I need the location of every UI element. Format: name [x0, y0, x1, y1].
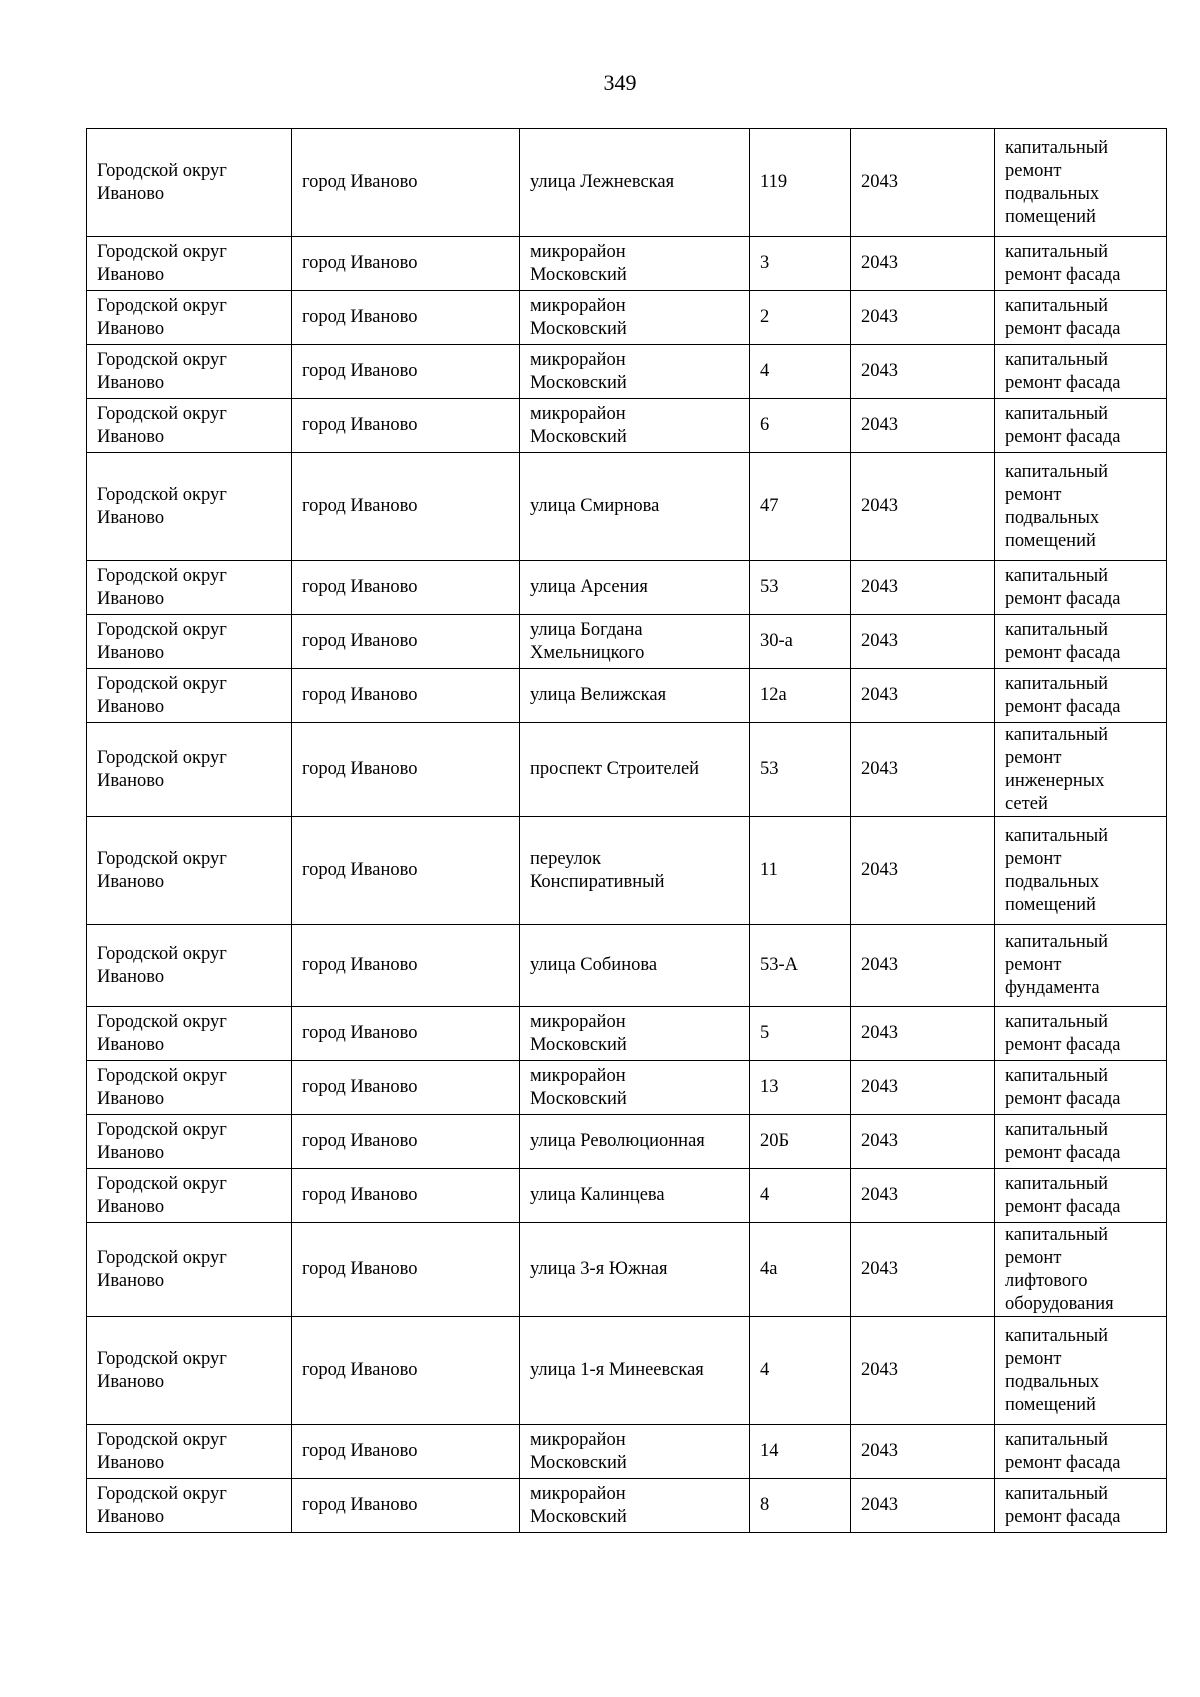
- street-cell: [520, 615, 750, 669]
- district-cell: [87, 1317, 292, 1425]
- district-cell-line: Городской округ: [97, 673, 227, 694]
- house-number-cell: 47: [750, 453, 851, 561]
- street-cell-line: улица Богдана: [530, 619, 643, 640]
- district-cell-line: Городской округ: [97, 1348, 227, 1369]
- street-cell-line: микрорайон: [530, 403, 626, 424]
- street-cell-line: Московский: [530, 1506, 627, 1527]
- district-cell-line: Городской округ: [97, 1065, 227, 1086]
- district-cell-line: Городской округ: [97, 1119, 227, 1140]
- work-type-cell-line: подвальных: [1005, 507, 1100, 528]
- house-number-cell: 11: [750, 817, 851, 925]
- work-type-cell-line: капитальный: [1005, 1483, 1109, 1504]
- district-cell: [87, 1115, 292, 1169]
- city-cell: город Иваново: [292, 1317, 520, 1425]
- street-cell-line: Московский: [530, 1452, 627, 1473]
- house-number-cell: 4: [750, 1169, 851, 1223]
- district-cell-line: Городской округ: [97, 160, 227, 181]
- district-cell-line: Городской округ: [97, 295, 227, 316]
- district-cell-line: Городской округ: [97, 1247, 227, 1268]
- work-type-cell-line: помещений: [1005, 894, 1096, 915]
- house-number-cell: 30-а: [750, 615, 851, 669]
- work-type-cell: [995, 723, 1167, 817]
- records-table: [86, 128, 1167, 1533]
- table-row: [87, 723, 1167, 817]
- street-cell-line: переулок: [530, 848, 602, 869]
- city-cell: город Иваново: [292, 925, 520, 1007]
- table-row: [87, 453, 1167, 561]
- street-cell-line: улица Собинова: [530, 955, 658, 975]
- year-cell: 2043: [851, 345, 995, 399]
- city-cell: город Иваново: [292, 1479, 520, 1533]
- district-cell-line: Городской округ: [97, 1429, 227, 1450]
- year-cell: 2043: [851, 237, 995, 291]
- district-cell: [87, 723, 292, 817]
- district-cell-line: Иваново: [97, 1270, 165, 1291]
- city-cell: город Иваново: [292, 669, 520, 723]
- street-cell: [520, 1007, 750, 1061]
- table-row: [87, 1317, 1167, 1425]
- street-cell-line: Московский: [530, 264, 627, 285]
- table-row: [87, 129, 1167, 237]
- table-row: [87, 1061, 1167, 1115]
- street-cell: [520, 1223, 750, 1317]
- street-cell: [520, 129, 750, 237]
- street-cell: [520, 1115, 750, 1169]
- work-type-cell-line: ремонт: [1005, 848, 1062, 869]
- district-cell-line: Городской округ: [97, 1173, 227, 1194]
- work-type-cell-line: капитальный: [1005, 825, 1109, 846]
- year-cell: 2043: [851, 399, 995, 453]
- work-type-cell-line: капитальный: [1005, 403, 1109, 424]
- district-cell: [87, 561, 292, 615]
- city-cell: город Иваново: [292, 615, 520, 669]
- work-type-cell-line: ремонт: [1005, 747, 1062, 768]
- table-row: [87, 615, 1167, 669]
- table-row: [87, 1115, 1167, 1169]
- city-cell: город Иваново: [292, 1169, 520, 1223]
- street-cell-line: улица Смирнова: [530, 496, 660, 516]
- table-row: [87, 1007, 1167, 1061]
- city-cell: город Иваново: [292, 345, 520, 399]
- district-cell-line: Городской округ: [97, 403, 227, 424]
- district-cell: [87, 1425, 292, 1479]
- work-type-cell-line: капитальный: [1005, 565, 1109, 586]
- city-cell: город Иваново: [292, 399, 520, 453]
- street-cell: [520, 453, 750, 561]
- work-type-cell-line: капитальный: [1005, 1011, 1109, 1032]
- year-cell: 2043: [851, 817, 995, 925]
- district-cell: [87, 129, 292, 237]
- district-cell-line: Иваново: [97, 966, 165, 987]
- street-cell-line: улица Калинцева: [530, 1185, 665, 1205]
- table-row: [87, 1169, 1167, 1223]
- work-type-cell-line: ремонт фасада: [1005, 426, 1121, 447]
- city-cell: город Иваново: [292, 129, 520, 237]
- district-cell-line: Городской округ: [97, 349, 227, 370]
- work-type-cell-line: ремонт фасада: [1005, 696, 1121, 717]
- table-row: [87, 669, 1167, 723]
- street-cell-line: Московский: [530, 426, 627, 447]
- year-cell: 2043: [851, 453, 995, 561]
- year-cell: 2043: [851, 1317, 995, 1425]
- district-cell-line: Иваново: [97, 426, 165, 447]
- work-type-cell-line: ремонт: [1005, 1348, 1062, 1369]
- district-cell-line: Иваново: [97, 696, 165, 717]
- street-cell: [520, 1169, 750, 1223]
- street-cell: [520, 1479, 750, 1533]
- work-type-cell-line: подвальных: [1005, 1371, 1100, 1392]
- district-cell-line: Иваново: [97, 770, 165, 791]
- work-type-cell-line: подвальных: [1005, 183, 1100, 204]
- work-type-cell-line: ремонт фасада: [1005, 1142, 1121, 1163]
- year-cell: 2043: [851, 291, 995, 345]
- work-type-cell-line: капитальный: [1005, 1429, 1109, 1450]
- district-cell-line: Городской округ: [97, 484, 227, 505]
- work-type-cell: [995, 817, 1167, 925]
- house-number-cell: 20Б: [750, 1115, 851, 1169]
- table-row: [87, 291, 1167, 345]
- house-number-cell: 53: [750, 561, 851, 615]
- work-type-cell-line: капитальный: [1005, 673, 1109, 694]
- table-row: [87, 345, 1167, 399]
- district-cell: [87, 399, 292, 453]
- district-cell-line: Городской округ: [97, 1011, 227, 1032]
- work-type-cell: [995, 669, 1167, 723]
- work-type-cell-line: лифтового: [1005, 1270, 1088, 1291]
- house-number-cell: 2: [750, 291, 851, 345]
- work-type-cell-line: капитальный: [1005, 932, 1109, 952]
- work-type-cell-line: ремонт: [1005, 1247, 1062, 1268]
- work-type-cell-line: сетей: [1005, 793, 1048, 814]
- work-type-cell: [995, 1169, 1167, 1223]
- work-type-cell-line: капитальный: [1005, 1325, 1109, 1346]
- street-cell: [520, 291, 750, 345]
- district-cell: [87, 345, 292, 399]
- street-cell: [520, 345, 750, 399]
- year-cell: 2043: [851, 561, 995, 615]
- street-cell: [520, 925, 750, 1007]
- work-type-cell-line: капитальный: [1005, 137, 1109, 158]
- work-type-cell-line: ремонт: [1005, 160, 1062, 181]
- street-cell: [520, 817, 750, 925]
- district-cell: [87, 1169, 292, 1223]
- street-cell-line: Московский: [530, 318, 627, 339]
- district-cell: [87, 1479, 292, 1533]
- city-cell: город Иваново: [292, 237, 520, 291]
- work-type-cell-line: капитальный: [1005, 1119, 1109, 1140]
- district-cell-line: Иваново: [97, 1088, 165, 1109]
- district-cell-line: Иваново: [97, 1034, 165, 1055]
- work-type-cell: [995, 1425, 1167, 1479]
- year-cell: 2043: [851, 925, 995, 1007]
- house-number-cell: 13: [750, 1061, 851, 1115]
- work-type-cell: [995, 345, 1167, 399]
- work-type-cell-line: ремонт: [1005, 484, 1062, 505]
- district-cell: [87, 1223, 292, 1317]
- street-cell-line: Московский: [530, 1034, 627, 1055]
- year-cell: 2043: [851, 615, 995, 669]
- year-cell: 2043: [851, 129, 995, 237]
- table-row: [87, 561, 1167, 615]
- work-type-cell: [995, 453, 1167, 561]
- table-row: [87, 399, 1167, 453]
- work-type-cell-line: помещений: [1005, 206, 1096, 227]
- year-cell: 2043: [851, 723, 995, 817]
- district-cell-line: Иваново: [97, 372, 165, 393]
- district-cell: [87, 291, 292, 345]
- street-cell-line: микрорайон: [530, 295, 626, 316]
- page-number: 349: [603, 70, 637, 95]
- work-type-cell-line: капитальный: [1005, 1173, 1109, 1194]
- work-type-cell: [995, 129, 1167, 237]
- district-cell-line: Иваново: [97, 642, 165, 663]
- work-type-cell-line: капитальный: [1005, 349, 1109, 370]
- district-cell: [87, 615, 292, 669]
- house-number-cell: 53-А: [750, 925, 851, 1007]
- work-type-cell: [995, 1223, 1167, 1317]
- work-type-cell-line: капитальный: [1005, 1224, 1109, 1245]
- table-row: [87, 1425, 1167, 1479]
- district-cell-line: Иваново: [97, 507, 165, 528]
- city-cell: город Иваново: [292, 1007, 520, 1061]
- street-cell-line: микрорайон: [530, 241, 626, 262]
- district-cell: [87, 817, 292, 925]
- year-cell: 2043: [851, 1115, 995, 1169]
- year-cell: 2043: [851, 1169, 995, 1223]
- city-cell: город Иваново: [292, 723, 520, 817]
- district-cell: [87, 1007, 292, 1061]
- house-number-cell: 12а: [750, 669, 851, 723]
- house-number-cell: 14: [750, 1425, 851, 1479]
- table-row: [87, 1479, 1167, 1533]
- work-type-cell-line: инженерных: [1005, 770, 1105, 791]
- work-type-cell: [995, 1479, 1167, 1533]
- city-cell: город Иваново: [292, 291, 520, 345]
- street-cell-line: микрорайон: [530, 1011, 626, 1032]
- year-cell: 2043: [851, 1425, 995, 1479]
- house-number-cell: 6: [750, 399, 851, 453]
- year-cell: 2043: [851, 1223, 995, 1317]
- street-cell-line: Конспиративный: [530, 871, 665, 892]
- district-cell-line: Иваново: [97, 264, 165, 285]
- street-cell: [520, 1425, 750, 1479]
- house-number-cell: 53: [750, 723, 851, 817]
- district-cell-line: Иваново: [97, 183, 165, 204]
- city-cell: город Иваново: [292, 1115, 520, 1169]
- district-cell-line: Городской округ: [97, 619, 227, 640]
- street-cell-line: улица Лежневская: [530, 172, 675, 192]
- work-type-cell-line: подвальных: [1005, 871, 1100, 892]
- street-cell-line: Хмельницкого: [530, 642, 645, 663]
- house-number-cell: 119: [750, 129, 851, 237]
- work-type-cell-line: ремонт фасада: [1005, 1506, 1121, 1527]
- district-cell-line: Городской округ: [97, 747, 227, 768]
- work-type-cell: [995, 1115, 1167, 1169]
- year-cell: 2043: [851, 1479, 995, 1533]
- work-type-cell-line: капитальный: [1005, 724, 1109, 745]
- district-cell: [87, 1061, 292, 1115]
- district-cell-line: Иваново: [97, 1142, 165, 1163]
- work-type-cell-line: ремонт фасада: [1005, 1088, 1121, 1109]
- work-type-cell: [995, 399, 1167, 453]
- house-number-cell: 3: [750, 237, 851, 291]
- district-cell-line: Городской округ: [97, 943, 227, 964]
- city-cell: город Иваново: [292, 817, 520, 925]
- house-number-cell: 4а: [750, 1223, 851, 1317]
- district-cell-line: Иваново: [97, 318, 165, 339]
- table-row: [87, 925, 1167, 1007]
- work-type-cell-line: капитальный: [1005, 241, 1109, 262]
- work-type-cell-line: ремонт фасада: [1005, 642, 1121, 663]
- street-cell: [520, 399, 750, 453]
- table-row: [87, 237, 1167, 291]
- work-type-cell-line: ремонт фасада: [1005, 1034, 1121, 1055]
- table-row: [87, 1223, 1167, 1317]
- district-cell-line: Иваново: [97, 871, 165, 892]
- work-type-cell-line: фундамента: [1005, 978, 1100, 998]
- work-type-cell-line: оборудования: [1005, 1293, 1114, 1314]
- table-row: [87, 817, 1167, 925]
- work-type-cell-line: ремонт фасада: [1005, 588, 1121, 609]
- year-cell: 2043: [851, 1061, 995, 1115]
- street-cell-line: улица Велижская: [530, 685, 667, 705]
- street-cell-line: Московский: [530, 1088, 627, 1109]
- house-number-cell: 8: [750, 1479, 851, 1533]
- district-cell-line: Городской округ: [97, 848, 227, 869]
- district-cell: [87, 925, 292, 1007]
- district-cell-line: Городской округ: [97, 241, 227, 262]
- district-cell-line: Иваново: [97, 1506, 165, 1527]
- district-cell-line: Иваново: [97, 588, 165, 609]
- street-cell-line: микрорайон: [530, 1483, 626, 1504]
- street-cell-line: улица 3-я Южная: [530, 1259, 668, 1279]
- district-cell: [87, 453, 292, 561]
- work-type-cell-line: капитальный: [1005, 619, 1109, 640]
- work-type-cell-line: помещений: [1005, 530, 1096, 551]
- street-cell-line: Московский: [530, 372, 627, 393]
- street-cell: [520, 669, 750, 723]
- district-cell-line: Городской округ: [97, 1483, 227, 1504]
- district-cell-line: Городской округ: [97, 565, 227, 586]
- work-type-cell-line: помещений: [1005, 1394, 1096, 1415]
- street-cell: [520, 237, 750, 291]
- street-cell-line: микрорайон: [530, 1065, 626, 1086]
- district-cell: [87, 669, 292, 723]
- city-cell: город Иваново: [292, 453, 520, 561]
- street-cell: [520, 1317, 750, 1425]
- house-number-cell: 4: [750, 1317, 851, 1425]
- street-cell: [520, 723, 750, 817]
- district-cell: [87, 237, 292, 291]
- work-type-cell: [995, 1061, 1167, 1115]
- city-cell: город Иваново: [292, 1425, 520, 1479]
- work-type-cell: [995, 925, 1167, 1007]
- street-cell-line: улица 1-я Минеевская: [530, 1360, 704, 1380]
- work-type-cell: [995, 1007, 1167, 1061]
- district-cell-line: Иваново: [97, 1196, 165, 1217]
- work-type-cell-line: ремонт фасада: [1005, 1452, 1121, 1473]
- work-type-cell-line: ремонт фасада: [1005, 318, 1121, 339]
- street-cell: [520, 1061, 750, 1115]
- district-cell-line: Иваново: [97, 1452, 165, 1473]
- work-type-cell: [995, 237, 1167, 291]
- house-number-cell: 5: [750, 1007, 851, 1061]
- street-cell-line: улица Арсения: [530, 577, 648, 597]
- year-cell: 2043: [851, 1007, 995, 1061]
- work-type-cell-line: ремонт фасада: [1005, 372, 1121, 393]
- year-cell: 2043: [851, 669, 995, 723]
- work-type-cell: [995, 615, 1167, 669]
- district-cell-line: Иваново: [97, 1371, 165, 1392]
- work-type-cell-line: капитальный: [1005, 461, 1109, 482]
- city-cell: город Иваново: [292, 561, 520, 615]
- street-cell: [520, 561, 750, 615]
- work-type-cell-line: капитальный: [1005, 295, 1109, 316]
- house-number-cell: 4: [750, 345, 851, 399]
- street-cell-line: проспект Строителей: [530, 759, 700, 779]
- work-type-cell: [995, 1317, 1167, 1425]
- work-type-cell: [995, 291, 1167, 345]
- records-body: [87, 129, 1167, 1533]
- city-cell: город Иваново: [292, 1223, 520, 1317]
- work-type-cell-line: ремонт фасада: [1005, 264, 1121, 285]
- street-cell-line: улица Революционная: [530, 1131, 705, 1151]
- work-type-cell-line: ремонт фасада: [1005, 1196, 1121, 1217]
- work-type-cell: [995, 561, 1167, 615]
- work-type-cell-line: ремонт: [1005, 955, 1062, 975]
- street-cell-line: микрорайон: [530, 1429, 626, 1450]
- city-cell: город Иваново: [292, 1061, 520, 1115]
- street-cell-line: микрорайон: [530, 349, 626, 370]
- work-type-cell-line: капитальный: [1005, 1065, 1109, 1086]
